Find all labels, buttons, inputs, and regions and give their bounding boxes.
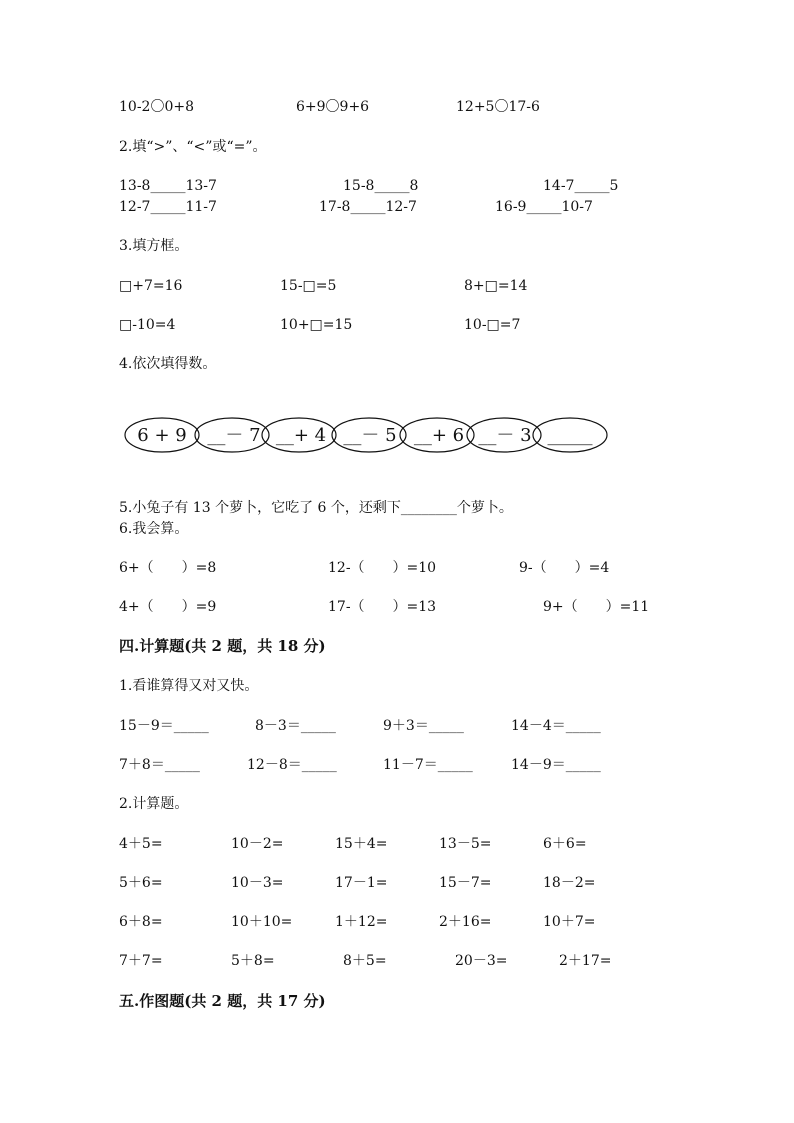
- box-equation: □-10=4: [119, 317, 176, 333]
- compare-blank: 15-8_____8: [343, 178, 419, 194]
- compare-blank: 16-9_____10-7: [495, 199, 593, 215]
- calc-item: 17－1=: [335, 875, 388, 891]
- calc-item: 10－2=: [231, 836, 284, 852]
- box-equation: 10+□=15: [280, 317, 353, 333]
- box-equation: 10-□=7: [464, 317, 521, 333]
- quick-calc: 14－9＝_____: [511, 757, 601, 773]
- box-equation: 8+□=14: [464, 278, 528, 294]
- paren-equation: 4+（ ）=9: [119, 599, 217, 615]
- calc-item: 10－3=: [231, 875, 284, 891]
- calc-item: 10＋7=: [543, 914, 596, 930]
- number-chain-diagram: [118, 408, 618, 464]
- chain-label: __－ 7: [207, 425, 261, 446]
- box-equation: □+7=16: [119, 278, 183, 294]
- quick-calc: 11－7＝_____: [383, 757, 473, 773]
- quick-calc: 15－9＝_____: [119, 718, 209, 734]
- quick-calc: 8－3＝_____: [255, 718, 336, 734]
- chain-label: __+ 6: [413, 425, 465, 446]
- chain-label: 6 + 9: [137, 425, 187, 446]
- section-heading: 四.计算题(共 2 题，共 18 分): [119, 637, 326, 655]
- quick-calc: 7＋8＝_____: [119, 757, 200, 773]
- calc-item: 18－2=: [543, 875, 596, 891]
- calc-item: 7＋7=: [119, 953, 163, 969]
- quick-calc: 12－8＝_____: [247, 757, 337, 773]
- question-title: 3.填方框。: [119, 238, 189, 254]
- calc-item: 6＋8=: [119, 914, 163, 930]
- calc-item: 10＋10=: [231, 914, 293, 930]
- chain-label: __－ 3: [478, 425, 532, 446]
- compare-blank: 14-7_____5: [543, 178, 619, 194]
- paren-equation: 9-（ ）=4: [519, 560, 610, 576]
- quick-calc: 14－4＝_____: [511, 718, 601, 734]
- calc-item: 2＋17=: [559, 953, 612, 969]
- section-heading: 五.作图题(共 2 题，共 17 分): [119, 992, 326, 1010]
- quick-calc: 9＋3＝_____: [383, 718, 464, 734]
- paren-equation: 12-（ ）=10: [328, 560, 437, 576]
- question-title: 6.我会算。: [119, 521, 189, 537]
- calc-item: 6＋6=: [543, 836, 587, 852]
- question-title: 2.填“>”、“<”或“=”。: [119, 139, 267, 155]
- compare-item: 10-2〇0+8: [119, 99, 194, 115]
- number-chain-svg: [118, 408, 618, 464]
- calc-item: 1＋12=: [335, 914, 388, 930]
- question-title: 4.依次填得数。: [119, 356, 217, 372]
- compare-blank: 12-7_____11-7: [119, 199, 217, 215]
- compare-item: 12+5〇17-6: [456, 99, 540, 115]
- calc-item: 5＋8=: [231, 953, 275, 969]
- calc-item: 4＋5=: [119, 836, 163, 852]
- calc-item: 20－3=: [455, 953, 508, 969]
- box-equation: 15-□=5: [280, 278, 337, 294]
- compare-item: 6+9〇9+6: [296, 99, 370, 115]
- calc-item: 8＋5=: [343, 953, 387, 969]
- compare-blank: 13-8_____13-7: [119, 178, 217, 194]
- calc-item: 5＋6=: [119, 875, 163, 891]
- paren-equation: 6+（ ）=8: [119, 560, 217, 576]
- question-title: 1.看谁算得又对又快。: [119, 678, 259, 694]
- calc-item: 2＋16=: [439, 914, 492, 930]
- calc-item: 15－7=: [439, 875, 492, 891]
- calc-item: 15＋4=: [335, 836, 388, 852]
- paren-equation: 17-（ ）=13: [328, 599, 437, 615]
- paren-equation: 9+（ ）=11: [543, 599, 650, 615]
- chain-label: _____: [547, 425, 593, 446]
- compare-blank: 17-8_____12-7: [319, 199, 417, 215]
- chain-label: __－ 5: [343, 425, 397, 446]
- question-title: 2.计算题。: [119, 796, 189, 812]
- calc-item: 13－5=: [439, 836, 492, 852]
- word-problem: 5.小兔子有 13 个萝卜，它吃了 6 个，还剩下________个萝卜。: [119, 500, 513, 516]
- chain-label: __+ 4: [275, 425, 327, 446]
